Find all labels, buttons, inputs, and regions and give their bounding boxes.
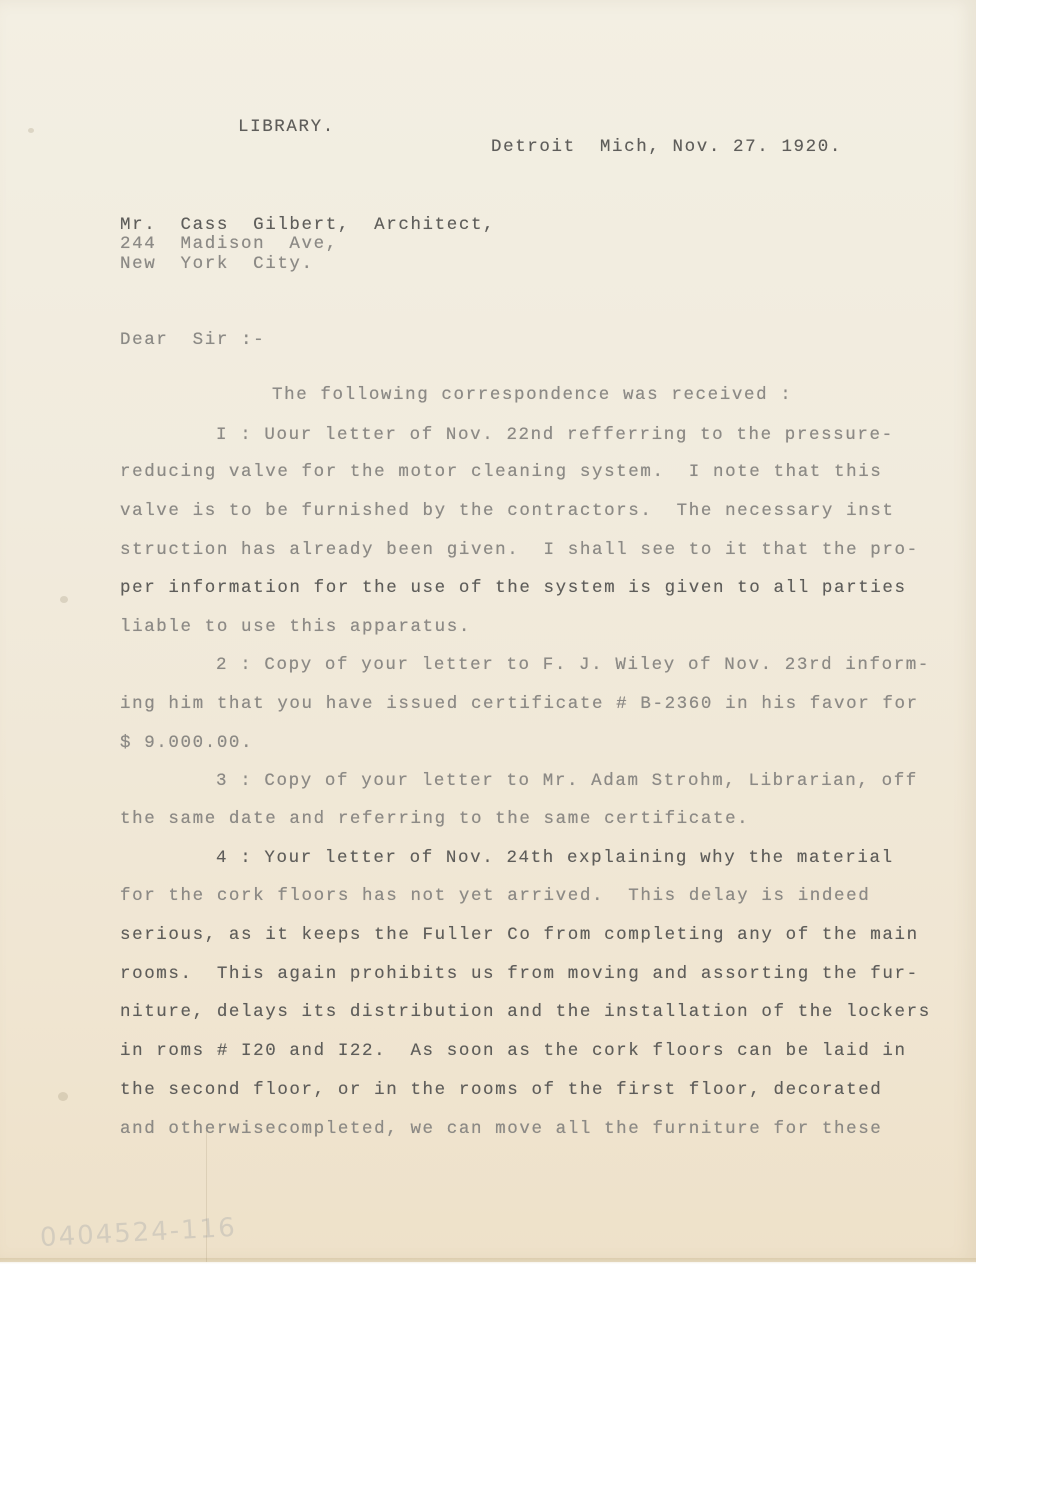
body-line: I : Uour letter of Nov. 22nd refferring to the pressure- <box>216 425 894 445</box>
body-line: rooms. This again prohibits us from moving and assorting the fur- <box>120 964 919 984</box>
paper-speck <box>60 596 68 603</box>
paper-speck <box>28 128 34 133</box>
body-line: 4 : Your letter of Nov. 24th explaining why the material <box>216 848 894 868</box>
recipient-line: 244 Madison Ave, <box>120 234 338 254</box>
body-line: per information for the use of the system is given to all parties <box>120 578 907 598</box>
body-line: valve is to be furnished by the contractors. The necessary inst <box>120 501 895 521</box>
body-line: serious, as it keeps the Fuller Co from completing any of the main <box>120 925 919 945</box>
intro-line: The following correspondence was received : <box>272 385 793 405</box>
body-line: reducing valve for the motor cleaning system. I note that this <box>120 462 883 482</box>
body-line: $ 9.000.00. <box>120 733 254 753</box>
salutation: Dear Sir :- <box>120 330 266 350</box>
body-line: for the cork floors has not yet arrived. This delay is indeed <box>120 886 871 906</box>
body-line: the second floor, or in the rooms of the first floor, decorated <box>120 1080 883 1100</box>
page-edge <box>0 1258 976 1264</box>
body-line: struction has already been given. I shall see to it that the pro- <box>120 540 919 560</box>
archive-stamp: 0404524-116 <box>39 1212 238 1254</box>
body-line: 2 : Copy of your letter to F. J. Wiley of Nov. 23rd inform- <box>216 655 931 675</box>
recipient-line: New York City. <box>120 254 314 274</box>
paper-speck <box>58 1092 68 1101</box>
body-line: ing him that you have issued certificate # B-2360 in his favor for <box>120 694 919 714</box>
body-line: the same date and referring to the same certificate. <box>120 809 750 829</box>
place-date: Detroit Mich, Nov. 27. 1920. <box>491 137 842 157</box>
body-line: 3 : Copy of your letter to Mr. Adam Strohm, Librarian, off <box>216 771 918 791</box>
body-line: liable to use this apparatus. <box>120 617 471 637</box>
body-line: niture, delays its distribution and the installation of the lockers <box>120 1002 931 1022</box>
body-line: in roms # I20 and I22. As soon as the cork floors can be laid in <box>120 1041 907 1061</box>
body-line: and otherwisecompleted, we can move all the furniture for these <box>120 1119 883 1139</box>
library-heading: LIBRARY. <box>238 117 335 137</box>
recipient-line: Mr. Cass Gilbert, Architect, <box>120 215 496 235</box>
